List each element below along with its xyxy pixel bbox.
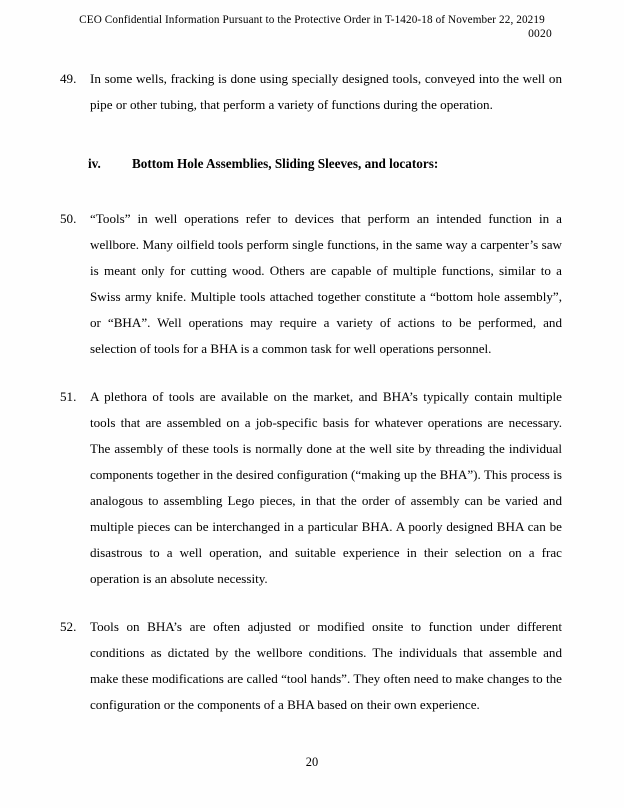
confidentiality-notice: CEO Confidential Information Pursuant to the Protective Order in T-1420-18 of November 22, 20219 bbox=[79, 14, 545, 26]
paragraph-51 bbox=[60, 384, 562, 592]
paragraph-text: “Tools” in well operations refer to devices that perform an intended function in a wellbore. Many oilfield tools perform single functions, in the same way a carpenter’s saw is meant only for cutting wood. Others are capable of multiple functions, similar to a Swiss army knife. Multiple tools attached together constitute a “bottom hole assembly”, or “BHA”. Well operations may require a variety of actions to be performed, and selection of tools for a BHA is a common task for well operations personnel. bbox=[90, 211, 562, 356]
section-heading bbox=[60, 156, 562, 172]
page-header bbox=[0, 14, 624, 26]
paragraph-text: In some wells, fracking is done using specially designed tools, conveyed into the well on pipe or other tubing, that perform a variety of functions during the operation. bbox=[90, 71, 562, 112]
paragraph-number: 51. bbox=[60, 389, 77, 404]
paragraph-number: 49. bbox=[60, 71, 77, 86]
page-footer bbox=[0, 755, 624, 770]
paragraph-50 bbox=[60, 206, 562, 362]
section-numeral: iv. bbox=[88, 156, 101, 171]
paragraph-text: A plethora of tools are available on the market, and BHA’s typically contain multiple tools that are assembled on a job-specific basis for whatever operations are necessary. The assembly of these tools is normally done at the well site by threading the individual components together in the desired configuration (“making up the BHA”). This process is analogous to assembling Lego pieces, in that the order of assembly can be varied and multiple pieces can be interchanged in a particular BHA. A poorly designed BHA can be disastrous to a well operation, and suitable experience in their selection on a frac operation is an absolute necessity. bbox=[90, 389, 562, 586]
paragraph-number: 50. bbox=[60, 211, 77, 226]
paragraph-number: 52. bbox=[60, 619, 77, 634]
paragraph-49 bbox=[60, 66, 562, 118]
document-body bbox=[60, 66, 562, 740]
bates-number: 0020 bbox=[528, 28, 552, 40]
paragraph-52 bbox=[60, 614, 562, 718]
section-heading-text: Bottom Hole Assemblies, Sliding Sleeves, and locators: bbox=[132, 156, 439, 171]
page-number: 20 bbox=[305, 755, 319, 769]
paragraph-text: Tools on BHA’s are often adjusted or modified onsite to function under different conditions as dictated by the wellbore conditions. The individuals that assemble and make these modifications are called “tool hands”. They often need to make changes to the configuration or the components of a BHA based on their own experience. bbox=[90, 619, 562, 712]
